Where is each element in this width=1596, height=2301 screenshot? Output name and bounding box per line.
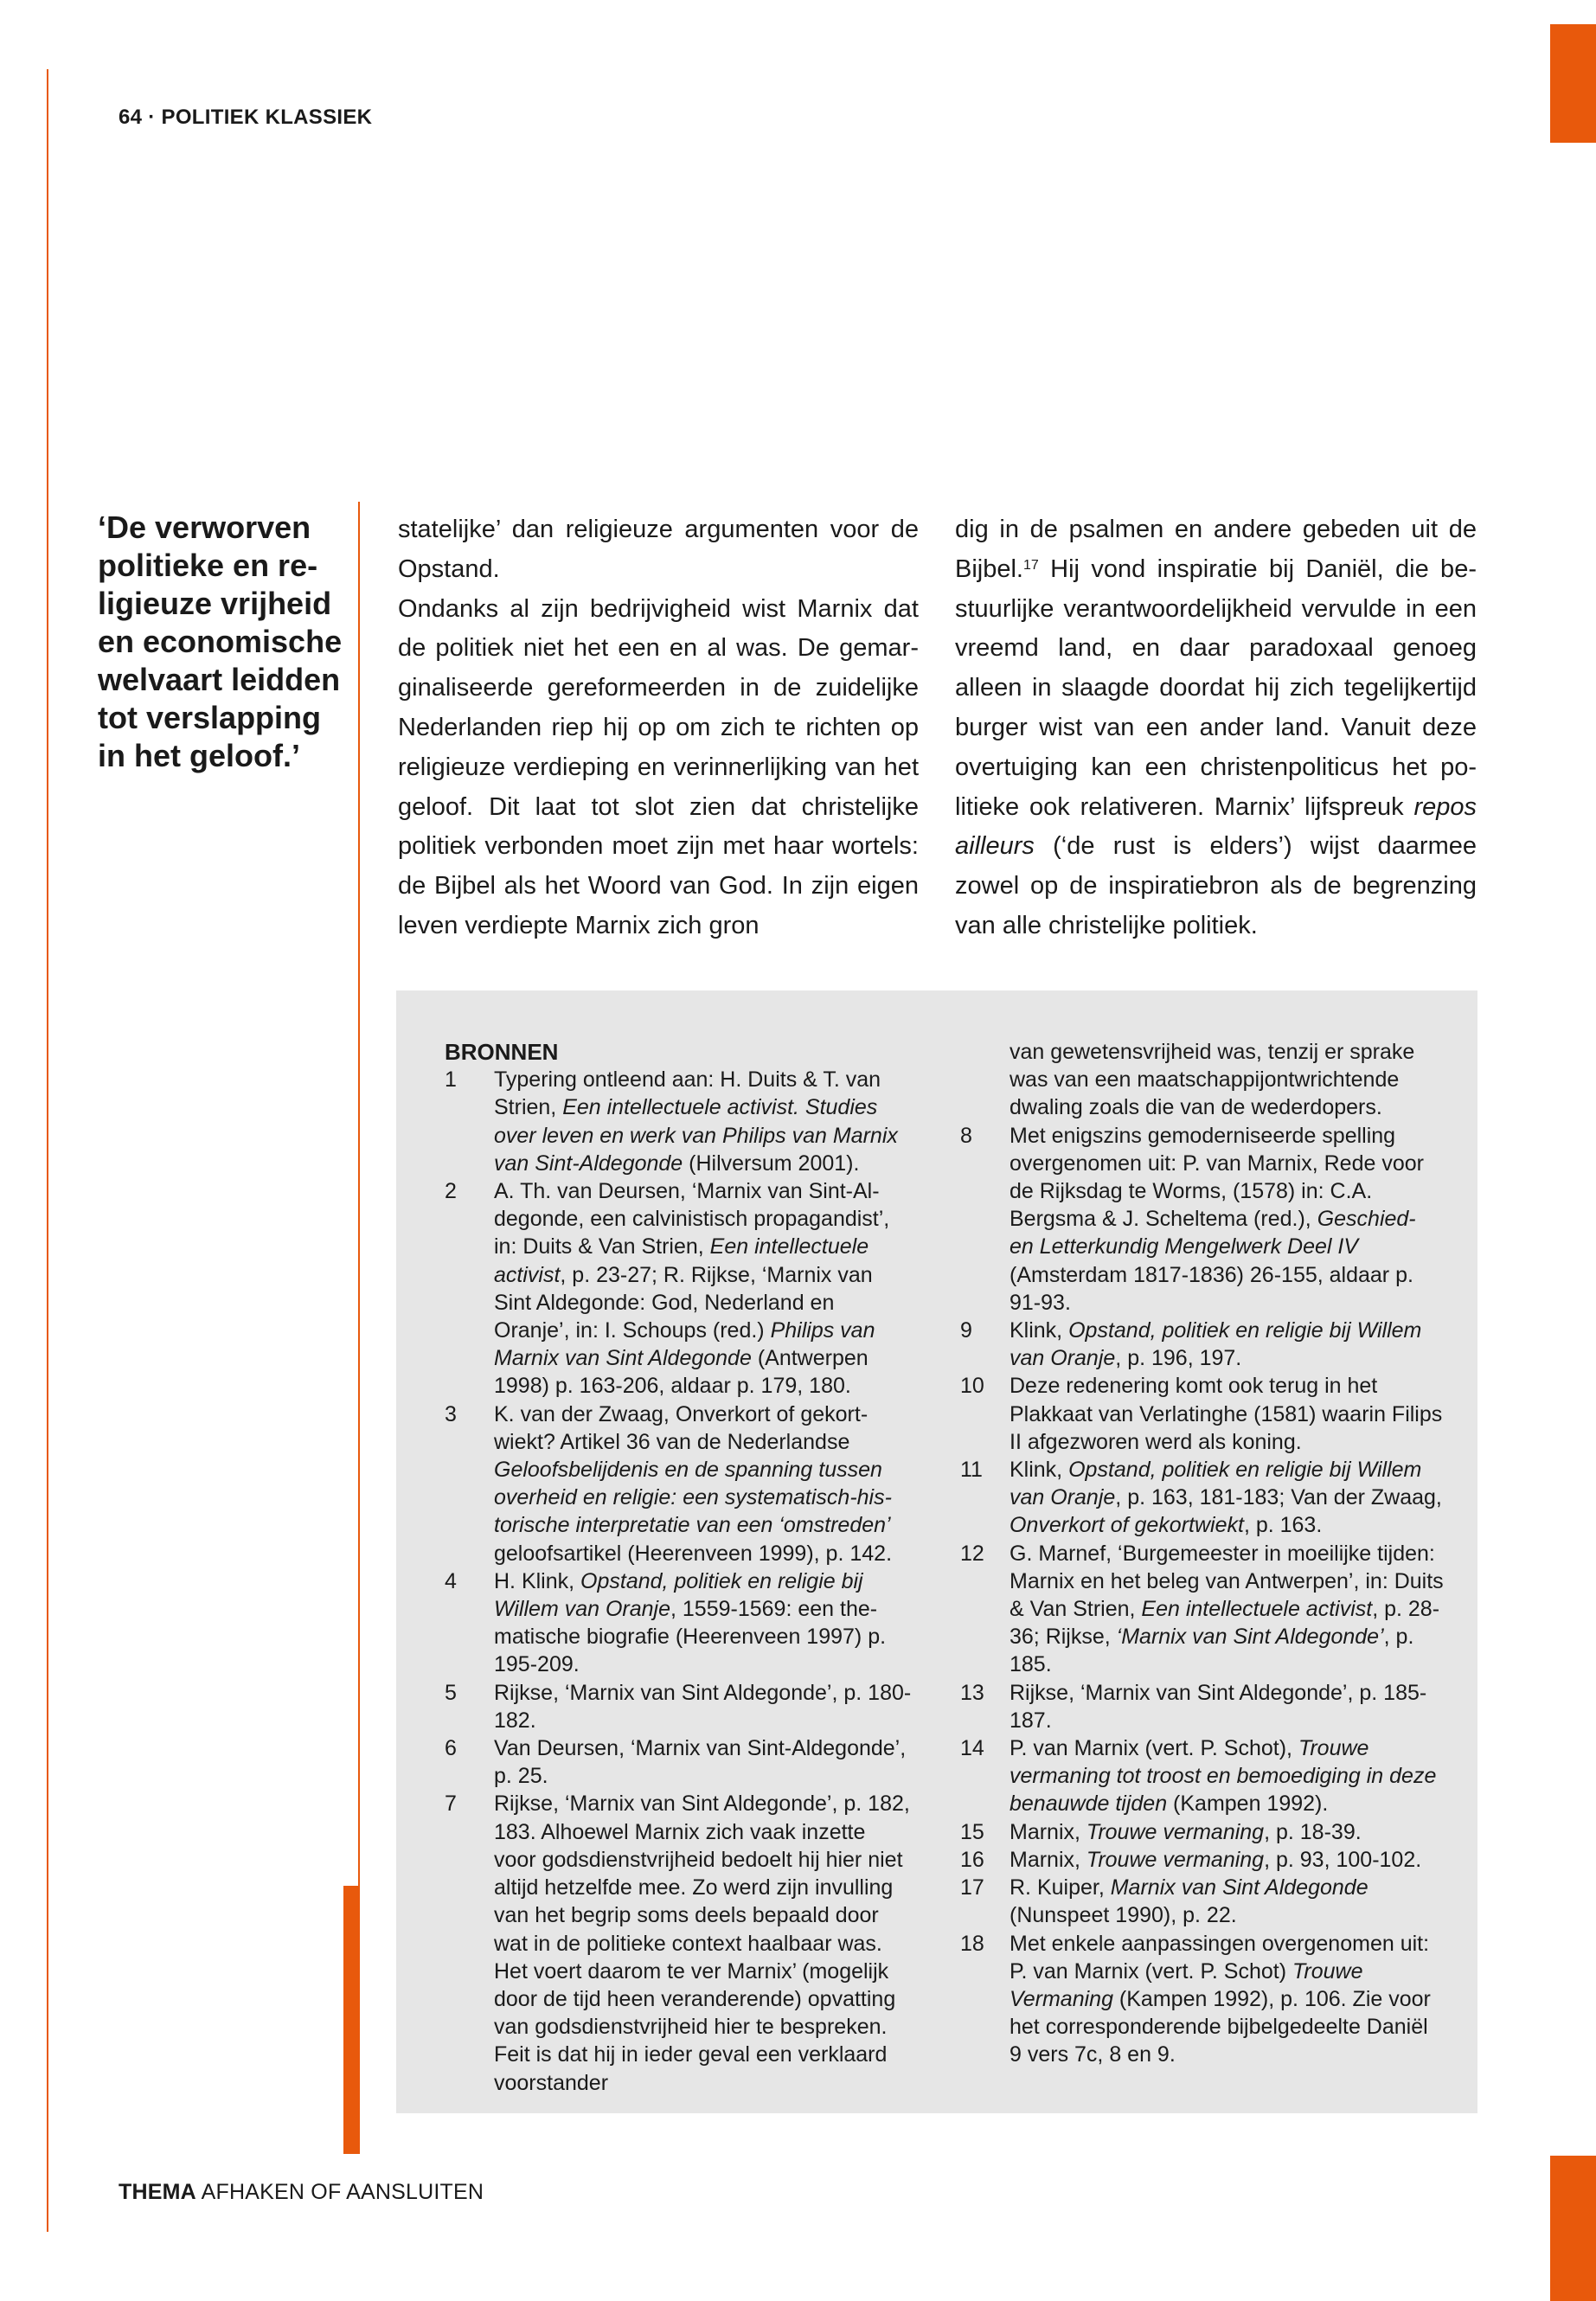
section-title: POLITIEK KLASSIEK xyxy=(161,106,373,129)
footnote xyxy=(445,1734,912,1790)
footnote-list xyxy=(960,1122,1445,2069)
footnote-text: Klink, Opstand, politiek en religie bij Willem van Oranje, p. 163, 181-183; Van der Zwaag, Onverkort of gekortwiekt, p. 163. xyxy=(1010,1458,1442,1538)
footnote xyxy=(445,1177,912,1400)
footer xyxy=(119,2180,484,2205)
accent-bar xyxy=(343,1886,360,2154)
footnote-text: Deze redenering komt ook terug in het Plakkaat van Verlatinghe (1581) waarin Filips II afgezworen werd als koning. xyxy=(1010,1374,1443,1454)
body-paragraph: Ondanks al zijn bedrijvigheid wist Marnix dat de politiek niet het een en al was. De gemarginaliseerde gereformeerden in de zuidelijke Nederlanden riep hij op om zich te richten op religieuze verdieping en verinnerlijking van het geloof. Dit laat tot slot zien dat christelijke politiek verbonden moet zijn met haar wortels: de Bijbel als het Woord van God. In zijn eigen leven verdiepte Marnix zich gron xyxy=(398,594,919,939)
margin-rule xyxy=(47,69,48,2232)
body-paragraph: dig in de psalmen en andere gebeden uit de Bijbel.$^{17}$ Hij vond inspiratie bij Daniël, die bestuurlijke verantwoordelijkheid vervulde in een vreemd land, en daar paradoxaal genoeg alleen in slaagde doordat hij zich tegelijkertijd burger wist van een ander land. Vanuit deze overtuiging kan een christenpoliticus het politieke ook relativeren. Marnix’ lijfspreuk repos ailleurs (‘de rust is elders’) wijst daarmee zowel op de inspiratiebron als de begrenzing van alle christelijke politiek. xyxy=(955,516,1477,939)
orange-tab-bottom xyxy=(1550,2156,1596,2301)
body-paragraph: statelijke’ dan religieuze argumenten voor de Opstand. xyxy=(398,516,919,583)
footnote xyxy=(960,1846,1445,1874)
footnote-ref: 17 xyxy=(1023,557,1039,573)
footnote xyxy=(960,1317,1445,1372)
footnote-text: H. Klink, Opstand, politiek en religie bij Willem van Oranje, 1559-1569: een thematische biografie (Heerenveen 1997) p. 195-209. xyxy=(494,1568,887,1677)
footnote xyxy=(960,1734,1445,1818)
footnote-text: Rijkse, ‘Marnix van Sint Aldegonde’, p. 185-187. xyxy=(1010,1680,1427,1733)
footer-title: AFHAKEN OF AANSLUITEN xyxy=(201,2180,484,2204)
footnote-number: 9 xyxy=(960,1318,972,1343)
footnote xyxy=(445,1790,912,2096)
footnote-text: P. van Marnix (vert. P. Schot), Trouwe vermaning tot troost en bemoediging in deze benauwde tijden (Kampen 1992). xyxy=(1010,1736,1437,1817)
footnote-number: 18 xyxy=(960,1931,984,1956)
footnote-number: 8 xyxy=(960,1123,972,1148)
footnote-number: 5 xyxy=(445,1680,457,1705)
footnote-text: Van Deursen, ‘Marnix van Sint-Aldegonde’, p. 25. xyxy=(494,1736,907,1789)
footnote xyxy=(960,1372,1445,1456)
footnote-text: Rijkse, ‘Marnix van Sint Aldegonde’, p. 180-182. xyxy=(494,1680,912,1733)
footnote-text: G. Marnef, ‘Burgemeester in moeilijke tijden: Marnix en het beleg van Antwerpen’, in: Duits & Van Strien, Een intellectuele activist, p. 28-36; Rijkse, ‘Marnix van Sint Aldegonde’, p. 185. xyxy=(1010,1541,1444,1677)
footnote-number: 11 xyxy=(960,1458,983,1483)
page-number: 64 xyxy=(119,106,143,129)
footnote-number: 2 xyxy=(445,1179,457,1204)
pull-quote: ‘De verworven politieke en religieuze vrijheid en economische welvaart leidden tot verslapping in het geloof.’ xyxy=(98,510,343,773)
footnote-text: Met enkele aanpassingen overgenomen uit: P. van Marnix (vert. P. Schot) Trouwe Vermaning (Kampen 1992), p. 106. Zie voor het corresponderende bijbelgedeelte Daniël 9 vers 7c, 8 en 9. xyxy=(1010,1931,1431,2067)
footnote-text: K. van der Zwaag, Onverkort of gekortwiekt? Artikel 36 van de Nederlandse Geloofsbelijdenis en de spanning tussen overheid en religie: een systematisch-historische interpretatie van een ‘omstreden’ geloofsartikel (Heerenveen 1999), p. 142. xyxy=(494,1401,893,1566)
footnote-number: 4 xyxy=(445,1568,457,1593)
footnote-text: Typering ontleend aan: H. Duits & T. van Strien, Een intellectuele activist. Studies over leven en werk van Philips van Marnix van Sint-Aldegonde (Hilversum 2001). xyxy=(494,1067,898,1176)
footnote xyxy=(445,1679,912,1734)
footnote-number: 14 xyxy=(960,1736,984,1761)
footnote xyxy=(960,1874,1445,1929)
footnote-number: 15 xyxy=(960,1819,984,1844)
footnote xyxy=(445,1567,912,1679)
footnote-continuation: van gewetensvrijheid was, tenzij er sprake was van een maatschappijontwrichtende dwaling zoals die van de wederdopers. xyxy=(1010,1040,1415,1120)
sources-title: BRONNEN xyxy=(445,1039,559,1065)
footnote-text: A. Th. van Deursen, ‘Marnix van Sint-Aldegonde, een calvinistisch propagandist’, in: Duits & Van Strien, Een intellectuele activist, p. 23-27; R. Rijkse, ‘Marnix van Sint Aldegonde: God, Nederland en Oranje’, in: I. Schoups (red.) Philips van Marnix van Sint Aldegonde (Antwerpen 1998) p. 163-206, aldaar p. 179, 180. xyxy=(494,1179,890,1399)
footnote xyxy=(960,1456,1445,1540)
footnote-number: 3 xyxy=(445,1401,457,1426)
orange-tab-top xyxy=(1550,24,1596,143)
footnote-text: Marnix, Trouwe vermaning, p. 93, 100-102. xyxy=(1010,1847,1422,1872)
footnote xyxy=(960,1122,1445,1317)
footnote-text: Met enigszins gemoderniseerde spelling overgenomen uit: P. van Marnix, Rede voor de Rijksdag te Worms, (1578) in: C.A. Bergsma & J. Scheltema (red.), Geschied- en Letterkundig Mengelwerk Deel IV (Amsterdam 1817-1836) 26-155, aldaar p. 91-93. xyxy=(1010,1123,1424,1315)
footnote-number: 10 xyxy=(960,1374,984,1399)
sources-column-left xyxy=(445,1038,912,2097)
footnote-list xyxy=(445,1066,912,2097)
footnote xyxy=(960,1930,1445,2069)
body-column-middle xyxy=(398,510,919,946)
footer-label: THEMA xyxy=(119,2180,196,2204)
running-header xyxy=(119,106,372,130)
footnote xyxy=(445,1066,912,1177)
footnote-number: 17 xyxy=(960,1875,984,1900)
footnote-number: 13 xyxy=(960,1680,984,1705)
footnote-number: 1 xyxy=(445,1067,457,1093)
body-column-right xyxy=(955,510,1477,946)
header-separator: · xyxy=(148,106,156,129)
footnote xyxy=(960,1679,1445,1734)
motto: repos ailleurs xyxy=(955,792,1477,861)
footnote-number: 16 xyxy=(960,1847,984,1872)
footnote xyxy=(960,1540,1445,1679)
footnote-text: Rijkse, ‘Marnix van Sint Aldegonde’, p. 182, 183. Alhoewel Marnix zich vaak inzette voor godsdienstvrijheid bedoelt hij hier niet altijd hetzelfde mee. Zo werd zijn invulling van het begrip soms deels bepaald door wat in de politieke context haalbaar was. Het voert daarom te ver Marnix’ (mogelijk door de tijd heen veranderende) opvatting van godsdienstvrijheid hier te bespreken. Feit is dat hij in ieder geval een verklaard voorstander xyxy=(494,1791,910,2095)
footnote-text: R. Kuiper, Marnix van Sint Aldegonde (Nunspeet 1990), p. 22. xyxy=(1010,1875,1368,1928)
footnote-text: Klink, Opstand, politiek en religie bij Willem van Oranje, p. 196, 197. xyxy=(1010,1318,1422,1371)
sources-column-right xyxy=(960,1038,1445,2069)
footnote-text: Marnix, Trouwe vermaning, p. 18-39. xyxy=(1010,1819,1362,1844)
footnote xyxy=(960,1818,1445,1846)
footnote-number: 6 xyxy=(445,1736,457,1761)
footnote-number: 12 xyxy=(960,1541,984,1566)
footnote-number: 7 xyxy=(445,1791,457,1817)
footnote xyxy=(445,1400,912,1567)
